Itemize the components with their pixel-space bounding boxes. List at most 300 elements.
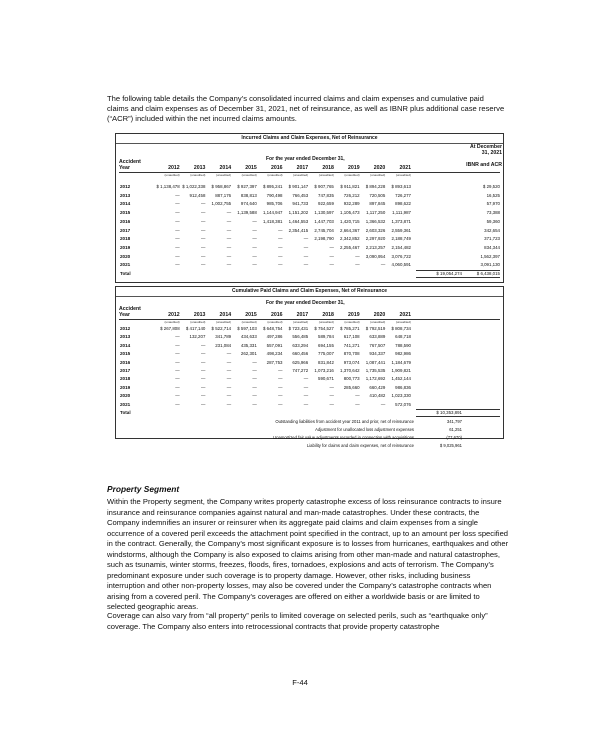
total-value: $ 19,054,274 <box>436 271 462 276</box>
data-cell: 557,091 <box>266 342 283 348</box>
incurred-table-title: Incurred Claims and Claim Expenses, Net of Reinsurance <box>116 134 503 144</box>
empty-cell-dash: — <box>329 401 334 407</box>
unaudited-label: (unaudited) <box>293 173 309 177</box>
data-cell: 625,966 <box>292 359 309 365</box>
unaudited-label: (unaudited) <box>190 173 206 177</box>
page-number: F-44 <box>292 678 308 687</box>
column-header-2013: 2013 <box>193 312 206 318</box>
empty-cell-dash: — <box>252 253 257 259</box>
empty-cell-dash: — <box>175 253 180 259</box>
empty-cell-dash: — <box>201 210 206 216</box>
empty-cell-dash: — <box>329 393 334 399</box>
empty-cell-dash: — <box>355 401 360 407</box>
data-cell: 887,176 <box>215 192 232 198</box>
data-cell: 1,366,532 <box>365 218 386 224</box>
table-subtitle: For the year ended December 31, <box>266 156 345 162</box>
empty-cell-dash: — <box>201 253 206 259</box>
at-december-header: At December 31, 2021 <box>469 144 502 156</box>
empty-cell-dash: — <box>252 393 257 399</box>
data-cell: 287,753 <box>266 359 283 365</box>
empty-cell-dash: — <box>201 384 206 390</box>
empty-cell-dash: — <box>303 262 309 268</box>
empty-cell-dash: — <box>329 244 334 250</box>
empty-cell-dash: — <box>252 376 257 382</box>
empty-cell-dash: — <box>278 227 283 233</box>
empty-cell-dash: — <box>175 351 180 357</box>
footer-label: Unamortized fair value adjustments recorded in connection with acquisitions <box>273 435 414 440</box>
empty-cell-dash: — <box>380 262 386 268</box>
total-double-rule <box>416 416 500 417</box>
empty-cell-dash: — <box>329 253 334 259</box>
empty-cell-dash: — <box>355 253 360 259</box>
data-cell: $ 907,765 <box>314 184 334 189</box>
empty-cell-dash: — <box>303 376 309 382</box>
ibnr-cell: 3,091,130 <box>480 262 500 268</box>
data-cell: 2,603,326 <box>365 227 386 233</box>
unaudited-label: (unaudited) <box>395 173 411 177</box>
column-header-2018: 2018 <box>322 165 334 171</box>
empty-cell-dash: — <box>278 253 283 259</box>
data-cell: 741,271 <box>343 342 360 348</box>
empty-cell-dash: — <box>303 393 309 399</box>
row-year-label: 2020 <box>120 253 131 259</box>
data-cell: 497,286 <box>266 334 283 340</box>
empty-cell-dash: — <box>355 393 360 399</box>
empty-cell-dash: — <box>329 262 334 268</box>
data-cell: 870,708 <box>343 351 360 357</box>
total-double-rule <box>416 277 500 278</box>
data-cell: $ 901,147 <box>288 184 309 189</box>
column-header-2015: 2015 <box>245 165 257 171</box>
unaudited-label: (unaudited) <box>215 173 232 177</box>
row-year-label: 2020 <box>120 393 131 399</box>
total-label: Total <box>120 410 131 415</box>
row-year-label: 2012 <box>120 184 131 189</box>
row-year-label: 2021 <box>120 401 131 407</box>
data-cell: 572,076 <box>395 401 411 407</box>
data-cell: $ 417,140 <box>185 326 206 331</box>
data-cell: 660,456 <box>292 351 309 357</box>
column-header-2020: 2020 <box>373 312 386 318</box>
data-cell: 660,429 <box>369 384 386 390</box>
total-label: Total <box>120 271 131 276</box>
data-cell: 2,664,367 <box>340 227 360 233</box>
unaudited-label: (unaudited) <box>344 173 360 177</box>
footer-label: Liability for claims and claim expenses, net of reinsurance <box>306 443 414 448</box>
empty-cell-dash: — <box>226 351 232 357</box>
data-cell: 941,733 <box>292 201 309 207</box>
empty-cell-dash: — <box>226 376 232 382</box>
data-cell: 1,909,821 <box>391 368 411 373</box>
empty-cell-dash: — <box>226 227 232 233</box>
data-cell: 1,105,473 <box>340 210 360 216</box>
row-year-label: 2016 <box>120 218 131 224</box>
empty-cell-dash: — <box>226 244 232 250</box>
empty-cell-dash: — <box>175 401 180 407</box>
row-year-label: 2018 <box>120 376 131 382</box>
row-year-label: 2013 <box>120 334 131 340</box>
data-cell: 2,297,920 <box>365 236 386 242</box>
empty-cell-dash: — <box>278 393 283 399</box>
empty-cell-dash: — <box>278 244 283 250</box>
data-cell: 1,002,755 <box>211 201 232 207</box>
data-cell: 932,289 <box>343 201 360 207</box>
empty-cell-dash: — <box>175 334 180 340</box>
data-cell: $ 927,397 <box>237 184 257 189</box>
column-header-2014: 2014 <box>219 312 232 318</box>
row-year-label: 2014 <box>120 342 131 348</box>
data-cell: 3,090,954 <box>365 253 386 259</box>
empty-cell-dash: — <box>278 368 283 373</box>
ibnr-cell: 342,654 <box>484 227 500 233</box>
data-cell: 912,458 <box>189 192 206 198</box>
empty-cell-dash: — <box>303 253 309 259</box>
paid-claims-table <box>115 286 504 448</box>
data-cell: 498,234 <box>266 351 283 357</box>
column-header-2012: 2012 <box>168 165 180 171</box>
header-rule <box>119 172 500 173</box>
data-cell: 648,718 <box>395 334 411 340</box>
section-heading: Property Segment <box>107 484 180 494</box>
data-cell: 974,640 <box>240 201 257 207</box>
unaudited-label: (unaudited) <box>164 320 180 324</box>
empty-cell-dash: — <box>201 359 206 365</box>
footer-value: 61,251 <box>449 427 462 432</box>
empty-cell-dash: — <box>201 376 206 382</box>
data-cell: 694,155 <box>318 342 334 348</box>
empty-cell-dash: — <box>355 262 360 268</box>
data-cell: $ 597,103 <box>237 326 257 331</box>
unaudited-label: (unaudited) <box>370 320 386 324</box>
unaudited-label: (unaudited) <box>318 320 334 324</box>
data-cell: 633,294 <box>292 342 309 348</box>
empty-cell-dash: — <box>201 201 206 207</box>
empty-cell-dash: — <box>303 384 309 390</box>
empty-cell-dash: — <box>226 210 232 216</box>
empty-cell-dash: — <box>175 236 180 242</box>
empty-cell-dash: — <box>201 393 206 399</box>
data-cell: 590,671 <box>318 376 334 382</box>
data-cell: 1,087,441 <box>365 359 386 365</box>
empty-cell-dash: — <box>201 262 206 268</box>
data-cell: 434,633 <box>240 334 257 340</box>
empty-cell-dash: — <box>278 262 283 268</box>
total-ibnr-value: $ 6,438,015 <box>476 271 500 276</box>
data-cell: 720,505 <box>369 192 386 198</box>
unaudited-label: (unaudited) <box>241 173 257 177</box>
footer-label: Outstanding liabilities from accident year 2011 and prior, net of reinsurance <box>275 419 414 424</box>
empty-cell-dash: — <box>278 384 283 390</box>
column-header-2017: 2017 <box>296 165 309 171</box>
empty-cell-dash: — <box>175 376 180 382</box>
data-cell: 800,773 <box>343 376 360 382</box>
data-cell: 985,706 <box>266 201 283 207</box>
row-year-label: 2014 <box>120 201 131 207</box>
paid-table-title: Cumulative Paid Claims and Claim Expenses, Net of Reinsurance <box>116 287 503 297</box>
empty-cell-dash: — <box>252 359 257 365</box>
empty-cell-dash: — <box>175 201 180 207</box>
body-paragraph-1: Within the Property segment, the Company writes property catastrophe excess of loss reinsurance contracts to insure insurance and reinsurance companies against natural and man-made catastrophes. Under these contracts, the Company indemnifies an insurer or reinsurer when its aggregate paid claims and claim expenses from a single occurrence of a covered peril exceeds the attachment point specified in the contract, up to an amount per loss specified in the contract. Generally, the Company’s most significant exposure is to losses from hurricanes, earthquakes and other windstorms, although the Company is also exposed to claims arising from other man-made and natural catastrophes, such as tsunamis, winter storms, freezes, floods, fires, tornadoes, explosions and acts of terrorism. The Company’s predominant exposure under such coverage is to property damage. However, other risks, including business interruption and other non-property losses, may also be covered under the Company’s catastrophe contracts when arising from a covered peril. The Company’s coverages are offered on either a worldwide basis or are limited to selected geographic areas. <box>107 497 509 611</box>
data-cell: 898,622 <box>395 201 411 207</box>
empty-cell-dash: — <box>303 401 309 407</box>
data-cell: 556,485 <box>292 334 309 340</box>
empty-cell-dash: — <box>201 401 206 407</box>
empty-cell-dash: — <box>175 227 180 233</box>
row-year-label: 2015 <box>120 351 131 357</box>
empty-cell-dash: — <box>201 227 206 233</box>
empty-cell-dash: — <box>175 218 180 224</box>
row-year-label: 2018 <box>120 236 131 242</box>
footer-label: Adjustment for unallocated loss adjustment expenses <box>315 427 414 432</box>
data-cell: 986,836 <box>395 384 411 390</box>
data-cell: 831,842 <box>318 359 334 365</box>
ibnr-cell: 16,525 <box>486 192 500 198</box>
data-cell: $ 267,808 <box>160 326 180 331</box>
empty-cell-dash: — <box>303 244 309 250</box>
data-cell: 1,117,250 <box>366 210 386 216</box>
unaudited-label: (unaudited) <box>370 173 386 177</box>
data-cell: $ 1,022,338 <box>182 184 206 189</box>
data-cell: 1,130,597 <box>314 210 334 216</box>
column-header-2014: 2014 <box>219 165 232 171</box>
empty-cell-dash: — <box>201 368 206 373</box>
empty-cell-dash: — <box>278 376 283 382</box>
empty-cell-dash: — <box>175 359 180 365</box>
data-cell: 934,337 <box>369 351 386 357</box>
data-cell: 2,255,467 <box>340 244 360 250</box>
data-cell: 1,418,381 <box>262 218 283 224</box>
row-year-label: 2016 <box>120 359 131 365</box>
data-cell: 1,172,692 <box>365 376 386 382</box>
data-cell: 2,354,415 <box>288 227 309 233</box>
data-cell: 1,139,588 <box>237 210 257 216</box>
data-cell: 767,507 <box>369 342 386 348</box>
data-cell: 2,559,361 <box>391 227 411 233</box>
column-header-2013: 2013 <box>193 165 206 171</box>
unaudited-label: (unaudited) <box>215 320 232 324</box>
ibnr-cell: 73,388 <box>486 210 500 216</box>
data-cell: 1,373,871 <box>391 218 411 224</box>
total-value: $ 10,353,891 <box>436 410 462 415</box>
empty-cell-dash: — <box>201 236 206 242</box>
empty-cell-dash: — <box>226 218 232 224</box>
empty-cell-dash: — <box>252 384 257 390</box>
ibnr-cell: 1,562,397 <box>480 253 500 259</box>
empty-cell-dash: — <box>252 244 257 250</box>
empty-cell-dash: — <box>380 401 386 407</box>
row-year-label: 2017 <box>120 227 131 233</box>
data-cell: 1,735,535 <box>365 368 386 373</box>
data-cell: 1,144,947 <box>262 210 283 216</box>
row-year-label: 2019 <box>120 384 131 390</box>
data-cell: 1,447,703 <box>314 218 334 224</box>
data-cell: 973,074 <box>343 359 360 365</box>
unaudited-label: (unaudited) <box>241 320 257 324</box>
data-cell: 1,111,987 <box>392 210 411 216</box>
unaudited-label: (unaudited) <box>344 320 360 324</box>
data-cell: 589,784 <box>318 334 334 340</box>
column-header-2016: 2016 <box>270 165 283 171</box>
data-cell: 1,023,330 <box>391 393 411 399</box>
unaudited-label: (unaudited) <box>164 173 180 177</box>
empty-cell-dash: — <box>175 384 180 390</box>
ibnr-cell: $ 29,520 <box>482 184 500 189</box>
data-cell: 922,659 <box>318 201 334 207</box>
column-header-2019: 2019 <box>348 165 360 171</box>
data-cell: 341,789 <box>215 334 232 340</box>
data-cell: $ 785,271 <box>340 326 360 331</box>
data-cell: $ 911,821 <box>340 184 360 189</box>
data-cell: 747,835 <box>318 192 334 198</box>
data-cell: 4,060,591 <box>391 262 411 268</box>
empty-cell-dash: — <box>226 384 232 390</box>
empty-cell-dash: — <box>175 368 180 373</box>
intro-paragraph: The following table details the Company’s consolidated incurred claims and claim expenses and cumulative paid claims and claim expenses as of December 31, 2021, net of reinsurance, as well as IBNR plus additional case reserve (“ACR”) included within the net incurred claims amounts. <box>107 94 505 123</box>
data-cell: 262,301 <box>240 351 257 357</box>
empty-cell-dash: — <box>175 393 180 399</box>
column-header-2019: 2019 <box>348 312 360 318</box>
empty-cell-dash: — <box>175 210 180 216</box>
total-rule <box>416 409 500 410</box>
empty-cell-dash: — <box>226 236 232 242</box>
data-cell: 231,084 <box>215 342 232 348</box>
total-rule <box>416 270 500 271</box>
data-cell: 897,845 <box>369 201 386 207</box>
data-cell: $ 958,867 <box>211 184 232 189</box>
data-cell: $ 723,431 <box>288 326 309 331</box>
empty-cell-dash: — <box>278 236 283 242</box>
column-header-2017: 2017 <box>296 312 309 318</box>
row-year-label: 2021 <box>120 262 131 268</box>
ibnr-cell: 57,970 <box>486 201 500 207</box>
data-cell: 1,420,715 <box>340 218 360 224</box>
row-year-label: 2019 <box>120 244 131 250</box>
empty-cell-dash: — <box>175 262 180 268</box>
data-cell: 2,213,257 <box>365 244 386 250</box>
data-cell: $ 648,754 <box>262 326 283 331</box>
data-cell: 435,331 <box>240 342 257 348</box>
footer-value: (77,670) <box>446 435 462 440</box>
ibnr-header: IBNR and ACR <box>466 162 502 168</box>
empty-cell-dash: — <box>252 262 257 268</box>
column-header-2015: 2015 <box>245 312 257 318</box>
empty-cell-dash: — <box>201 342 206 348</box>
ibnr-cell: 834,344 <box>484 244 500 250</box>
unaudited-label: (unaudited) <box>395 320 411 324</box>
empty-cell-dash: — <box>175 244 180 250</box>
row-year-label: 2013 <box>120 192 131 198</box>
empty-cell-dash: — <box>329 384 334 390</box>
data-cell: $ 808,734 <box>391 326 411 331</box>
unaudited-label: (unaudited) <box>267 173 283 177</box>
data-cell: 1,370,642 <box>340 368 360 373</box>
column-header-2016: 2016 <box>270 312 283 318</box>
column-header-2021: 2021 <box>399 312 411 318</box>
data-cell: $ 894,228 <box>365 184 386 189</box>
empty-cell-dash: — <box>226 368 232 373</box>
empty-cell-dash: — <box>201 244 206 250</box>
data-cell: 2,745,704 <box>314 227 334 233</box>
data-cell: $ 1,138,478 <box>156 184 180 189</box>
data-cell: 132,207 <box>189 334 206 340</box>
ibnr-cell: 371,723 <box>484 236 500 242</box>
data-cell: 726,212 <box>343 192 360 198</box>
empty-cell-dash: — <box>175 342 180 348</box>
unaudited-label: (unaudited) <box>267 320 283 324</box>
empty-cell-dash: — <box>226 401 232 407</box>
empty-cell-dash: — <box>303 236 309 242</box>
row-year-label: 2015 <box>120 210 131 216</box>
data-cell: 1,452,144 <box>391 376 411 382</box>
data-cell: $ 522,714 <box>211 326 232 331</box>
data-cell: 617,108 <box>343 334 360 340</box>
data-cell: 726,277 <box>395 192 411 198</box>
data-cell: 1,151,202 <box>288 210 309 216</box>
data-cell: 2,198,790 <box>314 236 334 242</box>
column-header-2020: 2020 <box>373 165 386 171</box>
accident-year-header: Accident Year <box>119 159 141 171</box>
data-cell: $ 893,613 <box>391 184 411 189</box>
data-cell: 285,660 <box>343 384 360 390</box>
column-header-2018: 2018 <box>322 312 334 318</box>
column-header-2021: 2021 <box>399 165 411 171</box>
empty-cell-dash: — <box>201 351 206 357</box>
body-paragraph-2: Coverage can also vary from “all property” perils to limited coverage on selected perils, such as “earthquake only” coverage. The Company also enters into retrocessional contracts that provide property catastrophe <box>107 611 488 631</box>
data-cell: 410,482 <box>369 393 386 399</box>
empty-cell-dash: — <box>252 368 257 373</box>
ibnr-cell: 59,360 <box>486 218 500 224</box>
unaudited-label: (unaudited) <box>318 173 334 177</box>
row-year-label: 2017 <box>120 368 131 373</box>
data-cell: 747,272 <box>292 368 309 373</box>
unaudited-label: (unaudited) <box>293 320 309 324</box>
data-cell: 788,590 <box>395 342 411 348</box>
data-cell: 775,007 <box>318 351 334 357</box>
data-cell: 633,889 <box>369 334 386 340</box>
row-year-label: 2012 <box>120 326 131 331</box>
empty-cell-dash: — <box>252 218 257 224</box>
header-rule <box>119 319 500 320</box>
data-cell: 790,498 <box>266 192 283 198</box>
data-cell: 1,464,553 <box>288 218 309 224</box>
empty-cell-dash: — <box>226 359 232 365</box>
data-cell: 838,813 <box>240 192 257 198</box>
data-cell: 1,073,216 <box>314 368 334 373</box>
unaudited-label: (unaudited) <box>190 320 206 324</box>
data-cell: 2,342,852 <box>340 236 360 242</box>
empty-cell-dash: — <box>226 393 232 399</box>
empty-cell-dash: — <box>252 236 257 242</box>
data-cell: 766,453 <box>292 192 309 198</box>
data-cell: 1,184,679 <box>391 359 411 365</box>
empty-cell-dash: — <box>226 253 232 259</box>
accident-year-header: Accident Year <box>119 306 141 318</box>
data-cell: 2,154,482 <box>391 244 411 250</box>
data-cell: $ 754,527 <box>314 326 334 331</box>
table-subtitle: For the year ended December 31, <box>266 300 345 306</box>
data-cell: $ 895,241 <box>262 184 283 189</box>
data-cell: 3,076,722 <box>391 253 411 259</box>
empty-cell-dash: — <box>201 218 206 224</box>
empty-cell-dash: — <box>226 262 232 268</box>
empty-cell-dash: — <box>252 227 257 233</box>
column-header-2012: 2012 <box>168 312 180 318</box>
footer-value: 341,797 <box>446 419 462 424</box>
footer-value: $ 9,025,961 <box>439 443 462 448</box>
data-cell: $ 792,519 <box>365 326 386 331</box>
empty-cell-dash: — <box>175 192 180 198</box>
incurred-claims-table <box>115 133 504 283</box>
